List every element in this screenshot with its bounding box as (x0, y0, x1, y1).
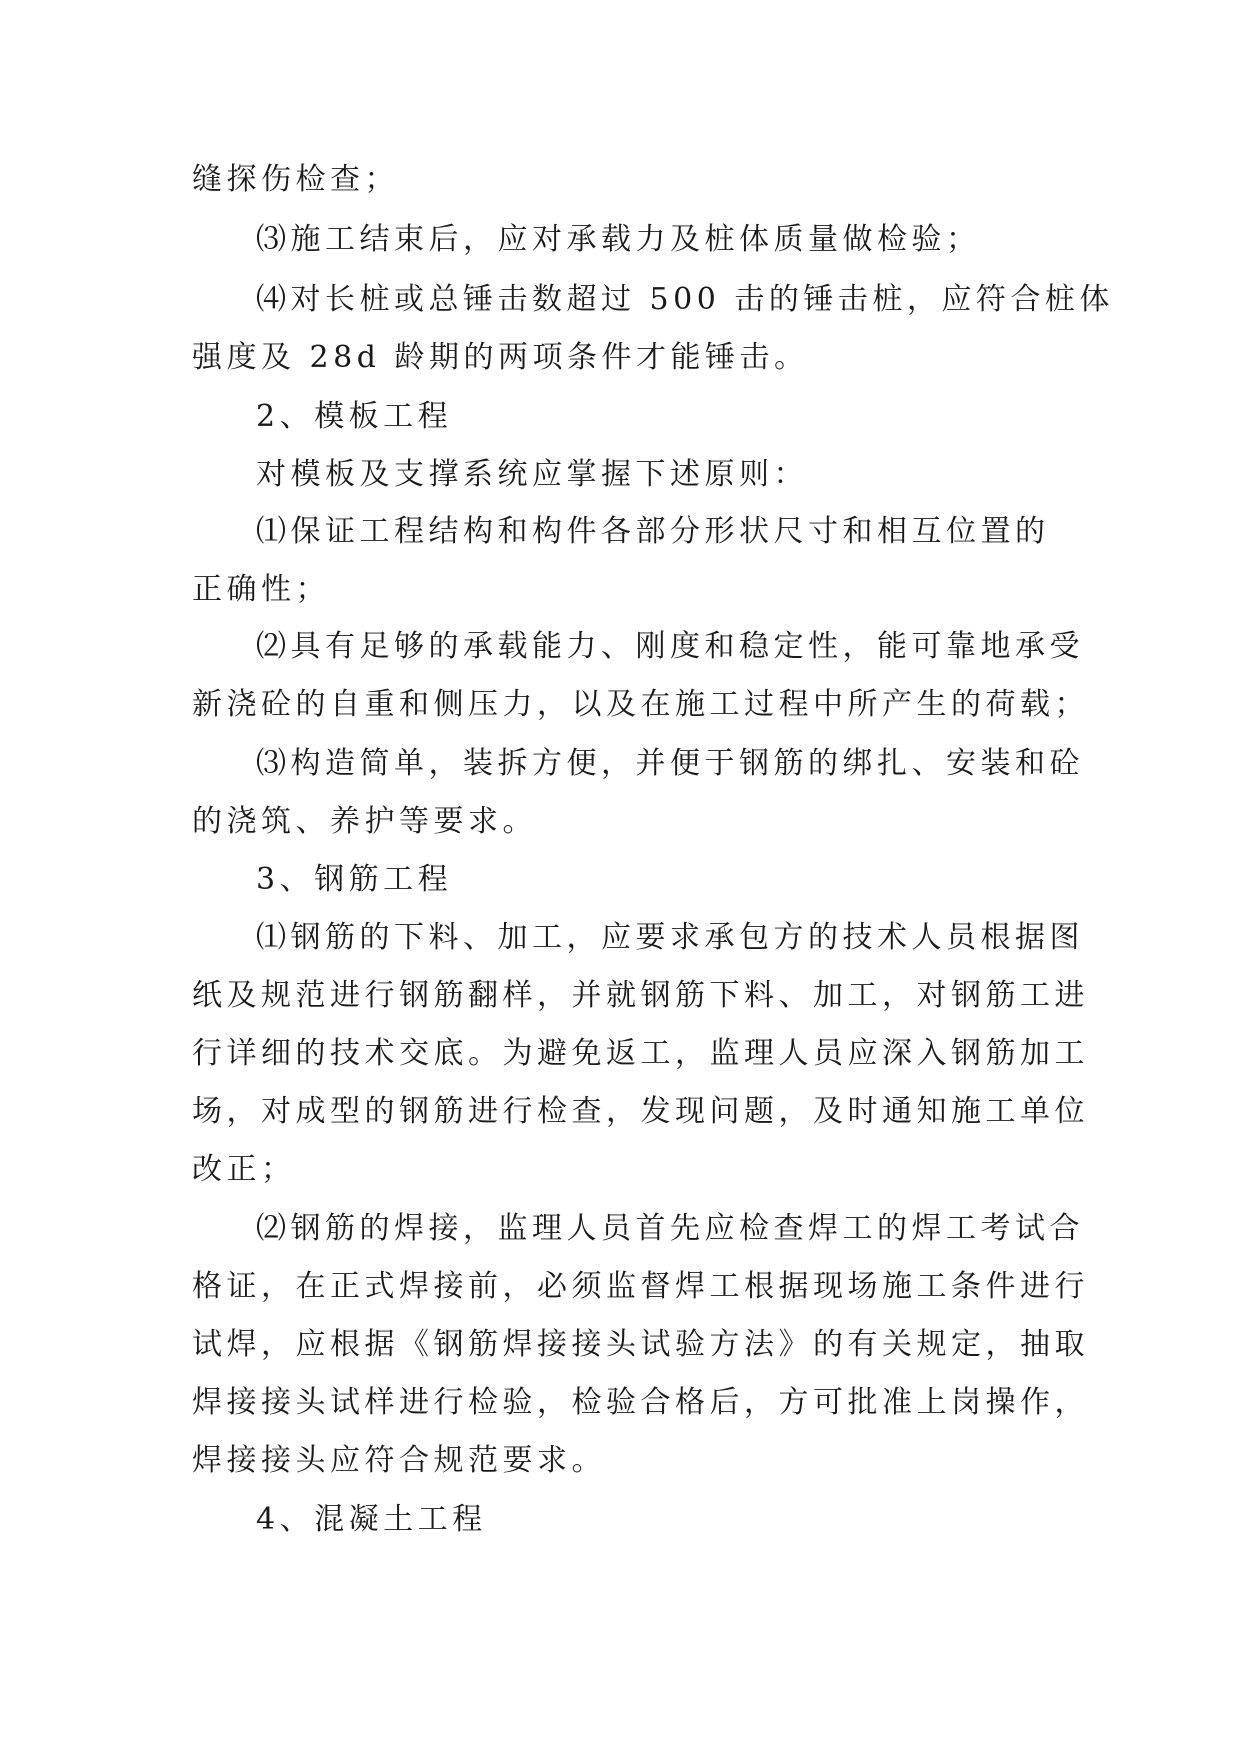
text-line-19: ⑵钢筋的焊接，监理人员首先应检查焊工的焊工考试合 (256, 1211, 1084, 1246)
section-heading-4: 4、混凝土工程 (256, 1502, 487, 1537)
text-line-2: ⑶施工结束后，应对承载力及桩体质量做检验； (256, 222, 981, 257)
section-heading-2: 2、模板工程 (256, 399, 453, 434)
text-line-23: 焊接接头应符合规范要求。 (192, 1443, 606, 1478)
text-line-6: 对模板及支撑系统应掌握下述原则： (256, 457, 808, 492)
text-line-15: 纸及规范进行钢筋翻样，并就钢筋下料、加工，对钢筋工进 (192, 978, 1089, 1013)
text-line-1: 缝探伤检查； (192, 162, 399, 197)
text-line-3: ⑷对长桩或总锤击数超过 500 击的锤击桩，应符合桩体 (256, 282, 1114, 317)
text-line-14: ⑴钢筋的下料、加工，应要求承包方的技术人员根据图 (256, 920, 1084, 955)
text-line-17: 场，对成型的钢筋进行检查，发现问题，及时通知施工单位 (192, 1094, 1089, 1129)
text-line-7: ⑴保证工程结构和构件各部分形状尺寸和相互位置的 (256, 514, 1050, 549)
text-line-10: 新浇砼的自重和侧压力，以及在施工过程中所产生的荷载； (192, 687, 1089, 722)
text-line-22: 焊接接头试样进行检验，检验合格后，方可批准上岗操作， (192, 1385, 1089, 1420)
section-heading-3: 3、钢筋工程 (256, 862, 453, 897)
text-line-16: 行详细的技术交底。为避免返工，监理人员应深入钢筋加工 (192, 1036, 1089, 1071)
text-line-20: 格证，在正式焊接前，必须监督焊工根据现场施工条件进行 (192, 1269, 1089, 1304)
text-line-12: 的浇筑、养护等要求。 (192, 804, 537, 839)
text-line-21: 试焊，应根据《钢筋焊接接头试验方法》的有关规定，抽取 (192, 1327, 1089, 1362)
text-line-4: 强度及 28d 龄期的两项条件才能锤击。 (192, 340, 809, 375)
text-line-9: ⑵具有足够的承载能力、刚度和稳定性，能可靠地承受 (256, 629, 1084, 664)
text-line-18: 改正； (192, 1152, 296, 1187)
text-line-8: 正确性； (192, 572, 330, 607)
text-line-11: ⑶构造简单，装拆方便，并便于钢筋的绑扎、安装和砼 (256, 746, 1084, 781)
